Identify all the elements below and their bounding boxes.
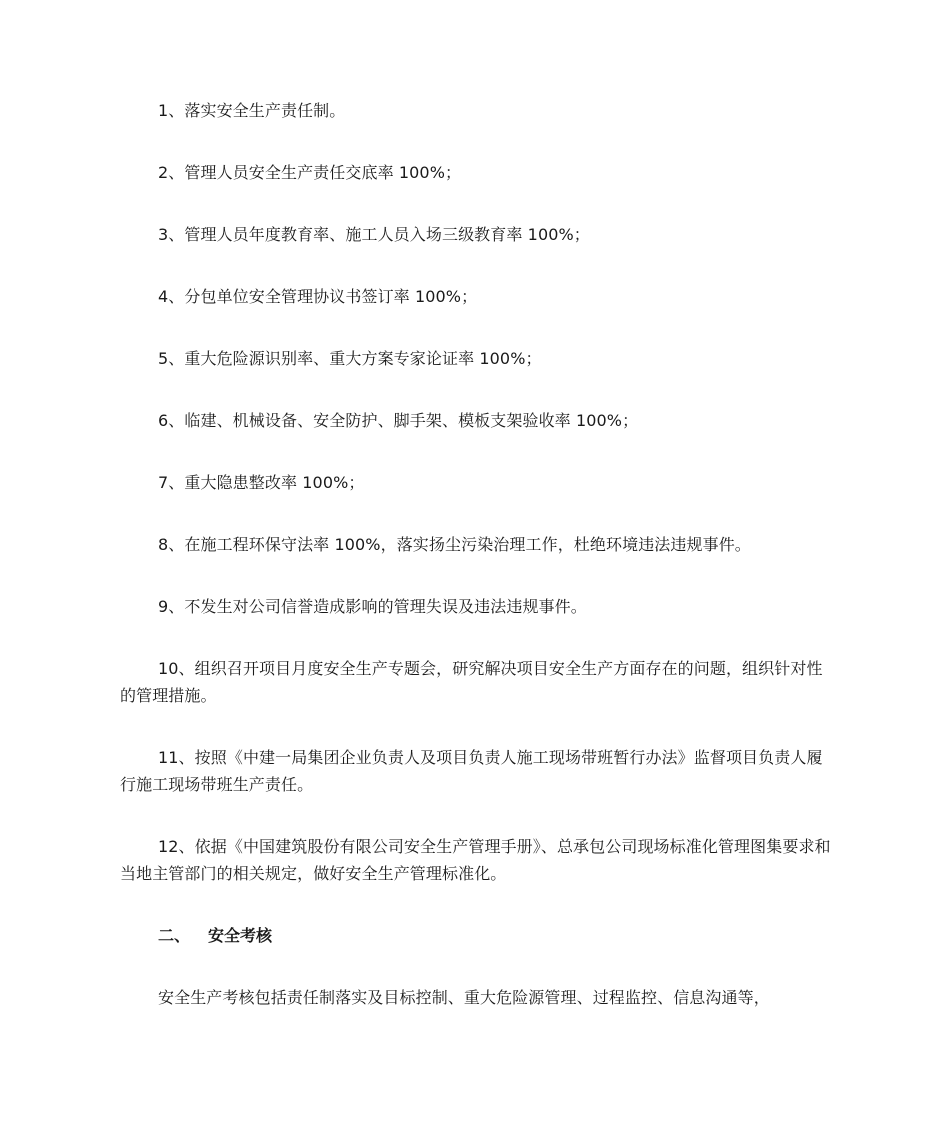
closing-paragraph: 安全生产考核包括责任制落实及目标控制、重大危险源管理、过程监控、信息沟通等， — [158, 988, 770, 1007]
list-item-10: 10、组织召开项目月度安全生产专题会，研究解决项目安全生产方面存在的问题，组织针对性的管理措施。 — [120, 659, 823, 705]
list-item-4: 4、分包单位安全管理协议书签订率 100%； — [158, 287, 478, 306]
list-item-8: 8、在施工程环保守法率 100%，落实扬尘污染治理工作，杜绝环境违法违规事件。 — [158, 535, 751, 554]
list-item-5: 5、重大危险源识别率、重大方案专家论证率 100%； — [158, 349, 542, 368]
section-heading — [120, 922, 832, 949]
list-item-7: 7、重大隐患整改率 100%； — [158, 473, 365, 492]
list-item-3: 3、管理人员年度教育率、施工人员入场三级教育率 100%； — [158, 225, 590, 244]
list-item-6: 6、临建、机械设备、安全防护、脚手架、模板支架验收率 100%； — [158, 411, 639, 430]
list-item-1: 1、落实安全生产责任制。 — [158, 101, 346, 120]
list-item-2: 2、管理人员安全生产责任交底率 100%； — [158, 163, 462, 182]
section-title: 安全考核 — [208, 926, 273, 945]
section-number: 二、 — [158, 926, 191, 945]
list-item-11: 11、按照《中建一局集团企业负责人及项目负责人施工现场带班暂行办法》监督项目负责人履行施工现场带班生产责任。 — [120, 748, 823, 794]
list-item-9: 9、不发生对公司信誉造成影响的管理失误及违法违规事件。 — [158, 597, 587, 616]
list-item-12: 12、依据《中国建筑股份有限公司安全生产管理手册》、总承包公司现场标准化管理图集要求和当地主管部门的相关规定，做好安全生产管理标准化。 — [120, 837, 831, 883]
